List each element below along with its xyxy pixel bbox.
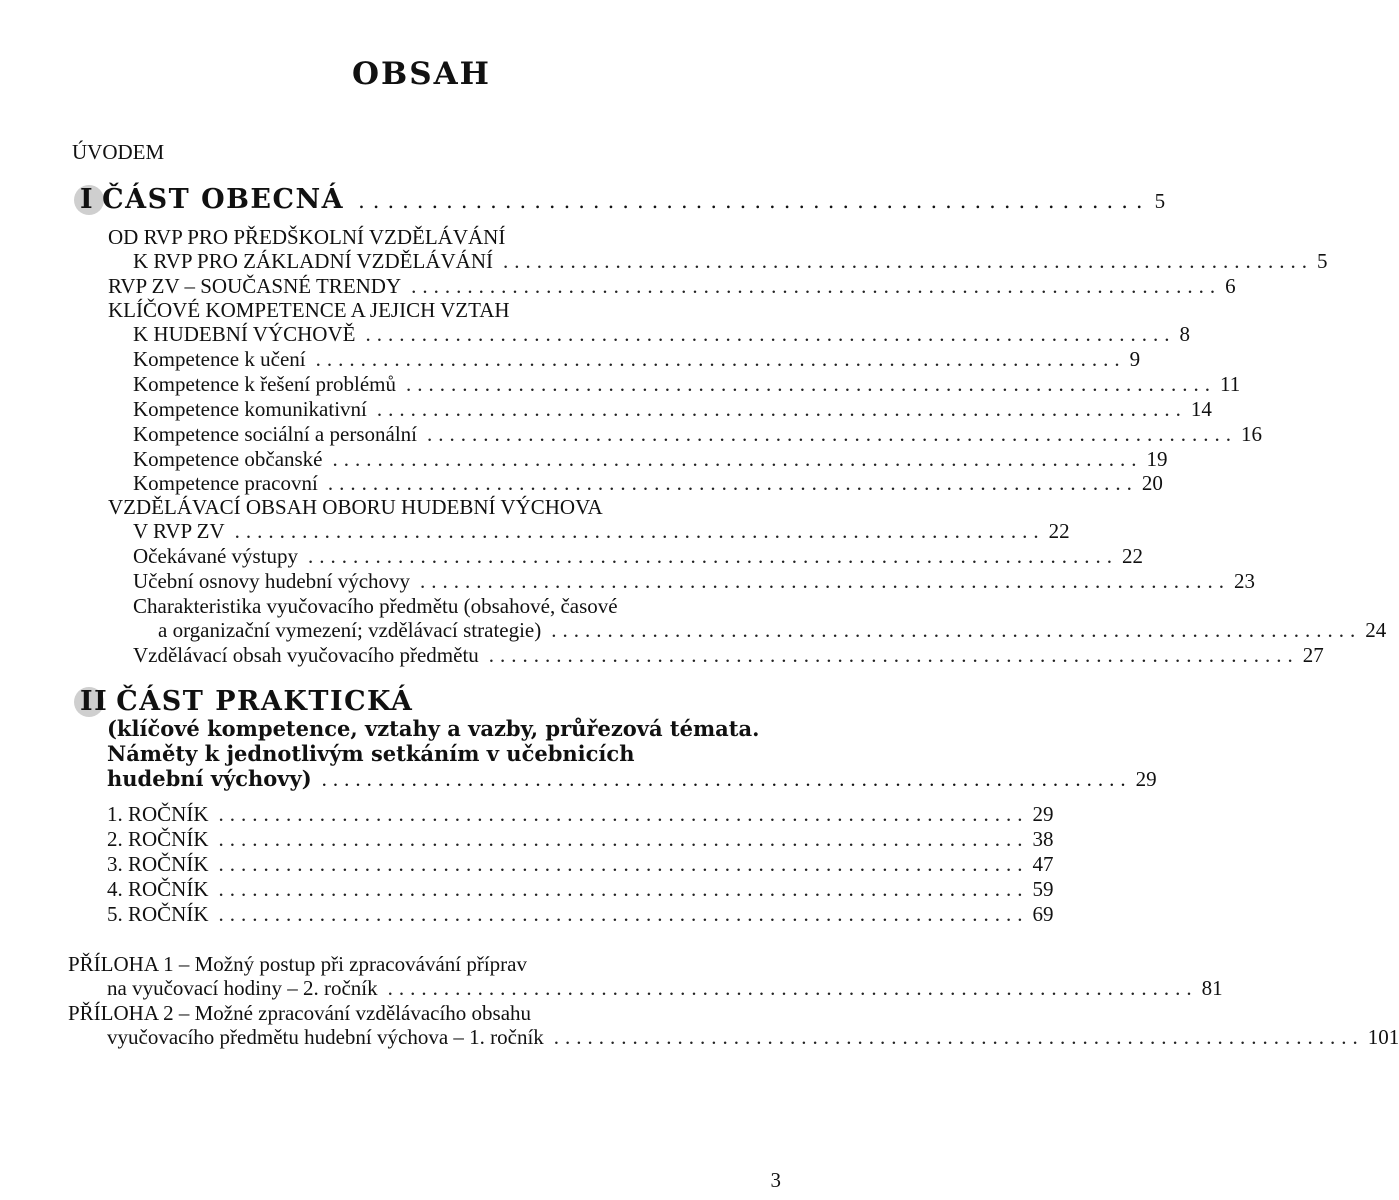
toc-entry: Kompetence pracovní ........................................................................ 20: [133, 471, 1163, 495]
part1-page: 5: [1154, 189, 1166, 213]
toc-grade: 4. ROČNÍK ........................................................................ 59: [107, 877, 1054, 901]
appendix-line: PŘÍLOHA 1 – Možný postup při zpracovávání příprav: [68, 952, 527, 976]
toc-entry: RVP ZV – SOUČASNÉ TRENDY ........................................................................ 6: [108, 274, 1236, 298]
toc-grade: 1. ROČNÍK ........................................................................ 29: [107, 802, 1054, 826]
toc-part2-heading: [80, 686, 413, 717]
toc-entry-line: Charakteristika vyučovacího předmětu (obsahové, časové: [133, 594, 618, 618]
toc-grade: 2. ROČNÍK ........................................................................ 38: [107, 827, 1054, 851]
toc-entry-line: OD RVP PRO PŘEDŠKOLNÍ VZDĚLÁVÁNÍ: [108, 225, 506, 249]
toc-entry: K HUDEBNÍ VÝCHOVĚ ........................................................................ 8: [133, 322, 1190, 346]
part2-numeral: II: [80, 686, 109, 717]
toc-part1-heading: I ČÁST OBECNÁ ...................................................... 5: [80, 184, 1166, 215]
toc-entry: Kompetence k učení ........................................................................ 9: [133, 347, 1141, 371]
toc-entry: K RVP PRO ZÁKLADNÍ VZDĚLÁVÁNÍ ........................................................................ 5: [133, 249, 1328, 273]
part1-title: ČÁST OBECNÁ: [102, 184, 345, 215]
toc-entry: Kompetence k řešení problémů ........................................................................ 11: [133, 372, 1241, 396]
toc-entry: a organizační vymezení; vzdělávací strategie) ........................................................................ 24: [158, 618, 1387, 642]
page-title: OBSAH: [352, 56, 491, 92]
page-number: 3: [770, 1168, 781, 1192]
toc-grade: 5. ROČNÍK ........................................................................ 69: [107, 902, 1054, 926]
part1-numeral: I: [80, 184, 95, 215]
toc-entry: Očekávané výstupy ........................................................................ 22: [133, 544, 1144, 568]
part2-subtitle-last: hudební výchovy) ........................................................................ 29: [107, 766, 1157, 791]
toc-entry-line: KLÍČOVÉ KOMPETENCE A JEJICH VZTAH: [108, 298, 510, 322]
toc-grade: 3. ROČNÍK ........................................................................ 47: [107, 852, 1054, 876]
toc-entry: V RVP ZV ........................................................................ 22: [133, 519, 1070, 543]
appendix-line: PŘÍLOHA 2 – Možné zpracování vzdělávacího obsahu: [68, 1001, 532, 1025]
toc-entry-line: VZDĚLÁVACÍ OBSAH OBORU HUDEBNÍ VÝCHOVA: [108, 495, 603, 519]
toc-entry: Kompetence komunikativní ........................................................................ 14: [133, 397, 1212, 421]
part2-title: ČÁST PRAKTICKÁ: [116, 686, 414, 717]
appendix-entry: vyučovacího předmětu hudební výchova – 1. ročník ........................................................................ 101: [107, 1025, 1399, 1049]
part2-subtitle-line: Náměty k jednotlivým setkáním v učebnicích: [107, 741, 635, 766]
toc-intro: ÚVODEM: [72, 140, 165, 164]
toc-entry: Kompetence sociální a personální ........................................................................ 16: [133, 422, 1262, 446]
toc-entry: Vzdělávací obsah vyučovacího předmětu ........................................................................ 27: [133, 643, 1324, 667]
part2-subtitle-line: (klíčové kompetence, vztahy a vazby, průřezová témata.: [107, 716, 760, 741]
toc-entry: Kompetence občanské ........................................................................ 19: [133, 447, 1168, 471]
appendix-entry: na vyučovací hodiny – 2. ročník ........................................................................ 81: [107, 976, 1223, 1000]
toc-entry: Učební osnovy hudební výchovy ........................................................................ 23: [133, 569, 1256, 593]
